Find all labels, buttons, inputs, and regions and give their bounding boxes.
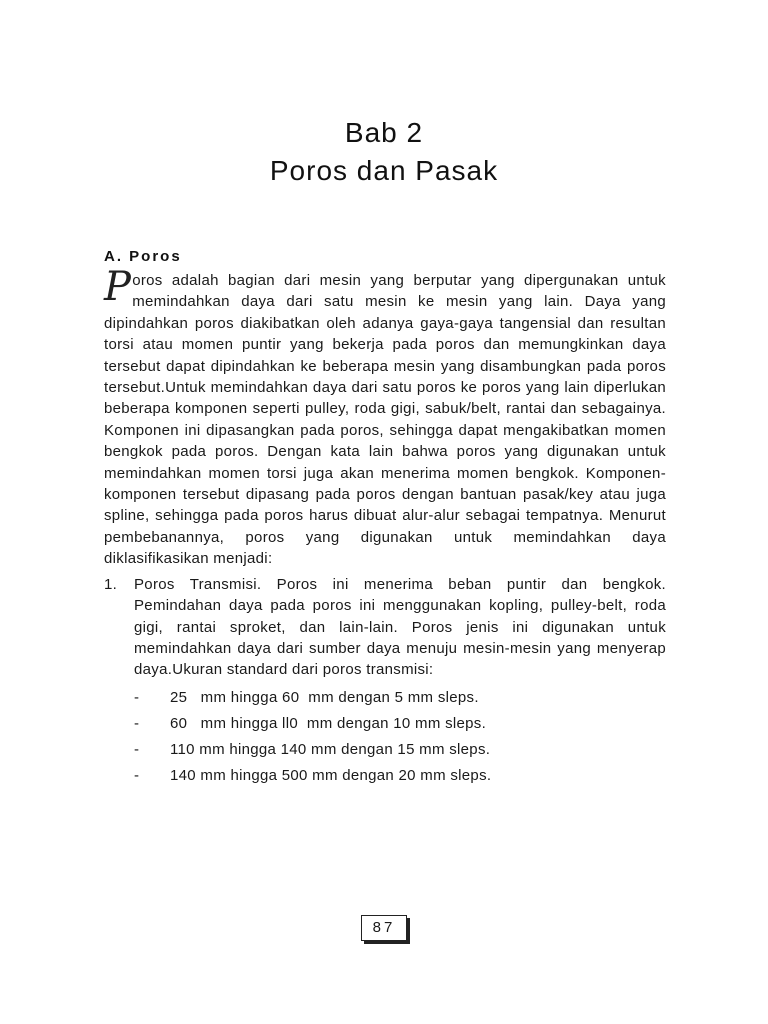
- body-text: [104, 264, 666, 789]
- sub-item-text: 60 mm hingga ll0 mm dengan 10 mm sleps.: [170, 714, 487, 732]
- dash-bullet: -: [134, 688, 140, 706]
- sub-item-text: 140 mm hingga 500 mm dengan 20 mm sleps.: [170, 766, 492, 784]
- list-number: 1.: [104, 575, 118, 593]
- page-number: 87: [372, 919, 396, 936]
- sub-item-text: 25 mm hingga 60 mm dengan 5 mm sleps.: [170, 688, 479, 706]
- sub-list-item: [134, 737, 666, 763]
- intro-paragraph: [104, 264, 666, 570]
- sub-list-item: [134, 763, 666, 789]
- paragraph-text: oros adalah bagian dari mesin yang berputar yang dipergunakan untuk memindahkan daya dari satu mesin ke mesin yang lain. Daya yang dipindahkan poros diakibatkan oleh adanya gaya-gaya tangensial dan resultan torsi atau momen puntir yang bekerja pada poros dan memungkinkan daya tersebut dapat dipindahkan ke beberapa mesin yang disambungkan pada poros tersebut.Untuk memindahkan daya dari satu poros ke poros yang lain diperlukan beberapa komponen seperti pulley, roda gigi, sabuk/belt, rantai dan sebagainya. Komponen ini dipasangkan pada poros, sehingga dapat mengakibatkan momen bengkok pada poros. Dengan kata lain bahwa poros yang digunakan untuk memindahkan momen torsi juga akan menerima momen bengkok. Komponen-komponen tersebut dipasang pada poros dengan bantuan pasak/key atau juga spline, sehingga pada poros harus dibuat alur-alur sebagai tempatnya. Menurut pembebanannya, poros yang digunakan untuk memindahkan daya diklasifikasikan menjadi:: [104, 272, 666, 568]
- dash-bullet: -: [134, 740, 140, 758]
- list-item-1: [104, 574, 666, 789]
- page-number-box: [361, 915, 407, 941]
- chapter-title: Poros dan Pasak: [269, 155, 499, 186]
- sub-list-item: [134, 711, 666, 737]
- dash-bullet: -: [134, 714, 140, 732]
- chapter-number: Bab 2: [344, 117, 424, 148]
- section-heading: A. Poros: [104, 248, 182, 265]
- dash-bullet: -: [134, 766, 140, 784]
- drop-cap: P: [104, 264, 132, 310]
- list-item-text: Poros Transmisi. Poros ini menerima beban puntir dan bengkok. Pemindahan daya pada poros ini menggunakan kopling, pulley-belt, roda gigi, rantai sproket, dan lain-lain. Poros jenis ini digunakan untuk memindahkan daya dari sumber daya menuju mesin-mesin yang menyerap daya.Ukuran standard dari poros transmisi:: [134, 575, 666, 679]
- sub-item-text: 110 mm hingga 140 mm dengan 15 mm sleps.: [170, 740, 491, 758]
- chapter-heading: [0, 114, 768, 190]
- sub-list-item: [134, 685, 666, 711]
- sub-list: [134, 685, 666, 789]
